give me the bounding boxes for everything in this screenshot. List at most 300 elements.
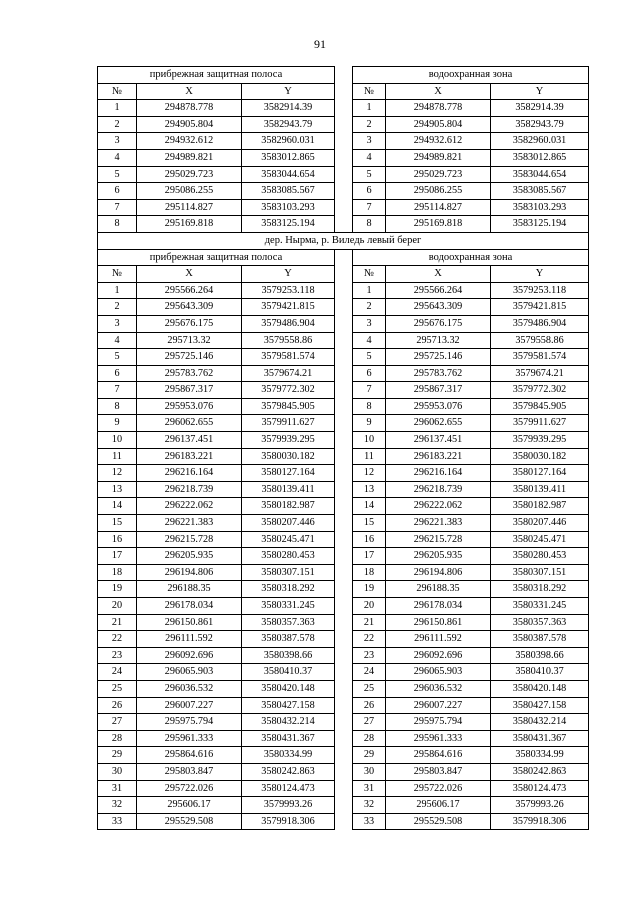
column-gap: [335, 216, 353, 233]
point-number: 4: [353, 149, 386, 166]
y-coordinate: 3580334.99: [491, 747, 589, 764]
point-number: 7: [98, 199, 137, 216]
column-gap: [335, 664, 353, 681]
zone-title-coastal-strip: прибрежная защитная полоса: [98, 67, 335, 84]
y-coordinate: 3580307.151: [242, 564, 335, 581]
x-coordinate: 295953.076: [137, 398, 242, 415]
x-coordinate: 295676.175: [137, 315, 242, 332]
y-coordinate: 3580387.578: [491, 631, 589, 648]
point-number: 8: [98, 398, 137, 415]
point-number: 26: [98, 697, 137, 714]
x-coordinate: 295086.255: [386, 183, 491, 200]
point-number: 2: [98, 116, 137, 133]
x-coordinate: 296222.062: [137, 498, 242, 515]
column-header-x: X: [137, 266, 242, 283]
x-coordinate: 296183.221: [137, 448, 242, 465]
column-gap: [335, 515, 353, 532]
point-number: 27: [353, 714, 386, 731]
y-coordinate: 3579911.627: [242, 415, 335, 432]
x-coordinate: 296007.227: [386, 697, 491, 714]
x-coordinate: 295643.309: [137, 299, 242, 316]
table-row: [98, 133, 589, 150]
table-row: [98, 299, 589, 316]
y-coordinate: 3580207.446: [491, 515, 589, 532]
table-row: [98, 315, 589, 332]
y-coordinate: 3580398.66: [242, 647, 335, 664]
y-coordinate: 3580207.446: [242, 515, 335, 532]
column-gap: [335, 481, 353, 498]
column-header-y: Y: [491, 83, 589, 100]
x-coordinate: 295803.847: [137, 763, 242, 780]
x-coordinate: 295953.076: [386, 398, 491, 415]
y-coordinate: 3580242.863: [242, 763, 335, 780]
point-number: 24: [98, 664, 137, 681]
x-coordinate: 295867.317: [137, 382, 242, 399]
x-coordinate: 296222.062: [386, 498, 491, 515]
column-gap: [335, 614, 353, 631]
x-coordinate: 296216.164: [137, 465, 242, 482]
y-coordinate: 3580307.151: [491, 564, 589, 581]
point-number: 4: [353, 332, 386, 349]
point-number: 21: [353, 614, 386, 631]
column-header-y: Y: [242, 83, 335, 100]
x-coordinate: 296062.655: [386, 415, 491, 432]
column-gap: [335, 266, 353, 283]
point-number: 23: [98, 647, 137, 664]
table-row: [98, 332, 589, 349]
x-coordinate: 295529.508: [137, 813, 242, 830]
point-number: 2: [98, 299, 137, 316]
x-coordinate: 296188.35: [386, 581, 491, 598]
column-gap: [335, 531, 353, 548]
column-gap: [335, 680, 353, 697]
point-number: 3: [353, 133, 386, 150]
x-coordinate: 296178.034: [386, 598, 491, 615]
y-coordinate: 3582914.39: [491, 100, 589, 117]
table-row: [98, 797, 589, 814]
y-coordinate: 3579253.118: [491, 282, 589, 299]
table-row: [98, 714, 589, 731]
column-header-num: №: [353, 83, 386, 100]
y-coordinate: 3580245.471: [491, 531, 589, 548]
point-number: 18: [353, 564, 386, 581]
y-coordinate: 3579581.574: [491, 349, 589, 366]
x-coordinate: 296178.034: [137, 598, 242, 615]
y-coordinate: 3580182.987: [242, 498, 335, 515]
point-number: 2: [353, 299, 386, 316]
y-coordinate: 3579993.26: [242, 797, 335, 814]
column-gap: [335, 581, 353, 598]
x-coordinate: 294989.821: [386, 149, 491, 166]
point-number: 3: [98, 315, 137, 332]
y-coordinate: 3579486.904: [242, 315, 335, 332]
y-coordinate: 3580331.245: [491, 598, 589, 615]
column-header-row: [98, 266, 589, 283]
y-coordinate: 3580139.411: [491, 481, 589, 498]
point-number: 15: [98, 515, 137, 532]
point-number: 6: [353, 365, 386, 382]
x-coordinate: 296065.903: [137, 664, 242, 681]
column-gap: [335, 116, 353, 133]
x-coordinate: 295783.762: [137, 365, 242, 382]
point-number: 10: [353, 432, 386, 449]
column-header-y: Y: [491, 266, 589, 283]
table-row: [98, 614, 589, 631]
column-gap: [335, 448, 353, 465]
table-row: [98, 680, 589, 697]
column-header-row: [98, 83, 589, 100]
point-number: 9: [353, 415, 386, 432]
x-coordinate: 294989.821: [137, 149, 242, 166]
column-gap: [335, 282, 353, 299]
point-number: 15: [353, 515, 386, 532]
x-coordinate: 295606.17: [137, 797, 242, 814]
y-coordinate: 3579421.815: [491, 299, 589, 316]
x-coordinate: 295867.317: [386, 382, 491, 399]
point-number: 8: [98, 216, 137, 233]
point-number: 12: [98, 465, 137, 482]
column-gap: [335, 647, 353, 664]
table-row: [98, 365, 589, 382]
point-number: 28: [353, 730, 386, 747]
point-number: 20: [98, 598, 137, 615]
y-coordinate: 3582914.39: [242, 100, 335, 117]
table-row: [98, 481, 589, 498]
y-coordinate: 3579993.26: [491, 797, 589, 814]
x-coordinate: 296218.739: [137, 481, 242, 498]
x-coordinate: 295975.794: [386, 714, 491, 731]
x-coordinate: 295783.762: [386, 365, 491, 382]
point-number: 1: [98, 100, 137, 117]
point-number: 33: [353, 813, 386, 830]
table-row: [98, 432, 589, 449]
point-number: 17: [353, 548, 386, 565]
point-number: 23: [353, 647, 386, 664]
table-row: [98, 730, 589, 747]
y-coordinate: 3579486.904: [491, 315, 589, 332]
point-number: 6: [98, 365, 137, 382]
x-coordinate: 296092.696: [137, 647, 242, 664]
y-coordinate: 3579421.815: [242, 299, 335, 316]
y-coordinate: 3579939.295: [242, 432, 335, 449]
point-number: 7: [98, 382, 137, 399]
y-coordinate: 3580280.453: [491, 548, 589, 565]
x-coordinate: 296188.35: [137, 581, 242, 598]
y-coordinate: 3580124.473: [242, 780, 335, 797]
table-row: [98, 415, 589, 432]
x-coordinate: 295169.818: [137, 216, 242, 233]
y-coordinate: 3582943.79: [491, 116, 589, 133]
table-row: [98, 531, 589, 548]
column-gap: [335, 548, 353, 565]
x-coordinate: 296036.532: [137, 680, 242, 697]
table-row: [98, 813, 589, 830]
y-coordinate: 3579918.306: [242, 813, 335, 830]
point-number: 31: [353, 780, 386, 797]
x-coordinate: 296111.592: [386, 631, 491, 648]
point-number: 22: [98, 631, 137, 648]
point-number: 7: [353, 382, 386, 399]
table-row: [98, 100, 589, 117]
y-coordinate: 3583085.567: [491, 183, 589, 200]
y-coordinate: 3583085.567: [242, 183, 335, 200]
point-number: 1: [353, 100, 386, 117]
point-number: 19: [98, 581, 137, 598]
column-gap: [335, 432, 353, 449]
point-number: 29: [98, 747, 137, 764]
column-gap: [335, 813, 353, 830]
zone-title-coastal-strip: прибрежная защитная полоса: [98, 249, 335, 266]
point-number: 14: [98, 498, 137, 515]
y-coordinate: 3580139.411: [242, 481, 335, 498]
y-coordinate: 3579674.21: [242, 365, 335, 382]
y-coordinate: 3580427.158: [491, 697, 589, 714]
y-coordinate: 3583012.865: [491, 149, 589, 166]
y-coordinate: 3582960.031: [491, 133, 589, 150]
table-row: [98, 199, 589, 216]
table-row: [98, 498, 589, 515]
y-coordinate: 3580030.182: [242, 448, 335, 465]
column-gap: [335, 249, 353, 266]
point-number: 21: [98, 614, 137, 631]
point-number: 13: [98, 481, 137, 498]
x-coordinate: 296007.227: [137, 697, 242, 714]
y-coordinate: 3580431.367: [242, 730, 335, 747]
y-coordinate: 3579939.295: [491, 432, 589, 449]
x-coordinate: 295676.175: [386, 315, 491, 332]
y-coordinate: 3579772.302: [491, 382, 589, 399]
x-coordinate: 295961.333: [137, 730, 242, 747]
x-coordinate: 295722.026: [137, 780, 242, 797]
x-coordinate: 294932.612: [137, 133, 242, 150]
x-coordinate: 295864.616: [137, 747, 242, 764]
column-gap: [335, 465, 353, 482]
table-row: [98, 581, 589, 598]
x-coordinate: 295114.827: [137, 199, 242, 216]
point-number: 32: [98, 797, 137, 814]
point-number: 5: [353, 166, 386, 183]
x-coordinate: 296205.935: [137, 548, 242, 565]
x-coordinate: 295722.026: [386, 780, 491, 797]
x-coordinate: 294878.778: [386, 100, 491, 117]
x-coordinate: 295713.32: [137, 332, 242, 349]
x-coordinate: 296221.383: [137, 515, 242, 532]
point-number: 17: [98, 548, 137, 565]
y-coordinate: 3580410.37: [242, 664, 335, 681]
point-number: 2: [353, 116, 386, 133]
column-gap: [335, 415, 353, 432]
y-coordinate: 3580427.158: [242, 697, 335, 714]
y-coordinate: 3579845.905: [242, 398, 335, 415]
point-number: 4: [98, 332, 137, 349]
y-coordinate: 3579845.905: [491, 398, 589, 415]
table-row: [98, 465, 589, 482]
y-coordinate: 3580334.99: [242, 747, 335, 764]
point-number: 30: [353, 763, 386, 780]
coordinates-table-body: [98, 67, 589, 830]
point-number: 29: [353, 747, 386, 764]
coordinates-table: [97, 66, 589, 830]
x-coordinate: 295029.723: [137, 166, 242, 183]
y-coordinate: 3579918.306: [491, 813, 589, 830]
point-number: 28: [98, 730, 137, 747]
table-row: [98, 664, 589, 681]
x-coordinate: 296194.806: [137, 564, 242, 581]
point-number: 3: [353, 315, 386, 332]
point-number: 1: [353, 282, 386, 299]
y-coordinate: 3582943.79: [242, 116, 335, 133]
column-gap: [335, 763, 353, 780]
x-coordinate: 296218.739: [386, 481, 491, 498]
column-gap: [335, 349, 353, 366]
x-coordinate: 295725.146: [386, 349, 491, 366]
y-coordinate: 3579558.86: [242, 332, 335, 349]
point-number: 14: [353, 498, 386, 515]
column-gap: [335, 747, 353, 764]
table-row: [98, 598, 589, 615]
page-number: 91: [314, 37, 326, 51]
y-coordinate: 3583012.865: [242, 149, 335, 166]
x-coordinate: 295643.309: [386, 299, 491, 316]
y-coordinate: 3583125.194: [242, 216, 335, 233]
x-coordinate: 295086.255: [137, 183, 242, 200]
zone-title-water-protection: водоохранная зона: [353, 67, 589, 84]
y-coordinate: 3580182.987: [491, 498, 589, 515]
y-coordinate: 3579772.302: [242, 382, 335, 399]
y-coordinate: 3580420.148: [242, 680, 335, 697]
y-coordinate: 3583103.293: [242, 199, 335, 216]
table-row: [98, 763, 589, 780]
y-coordinate: 3579558.86: [491, 332, 589, 349]
y-coordinate: 3583103.293: [491, 199, 589, 216]
column-gap: [335, 382, 353, 399]
table-row: [98, 398, 589, 415]
table-row: [98, 747, 589, 764]
point-number: 10: [98, 432, 137, 449]
y-coordinate: 3580410.37: [491, 664, 589, 681]
column-gap: [335, 714, 353, 731]
column-gap: [335, 199, 353, 216]
column-gap: [335, 166, 353, 183]
x-coordinate: 295566.264: [137, 282, 242, 299]
zone-header-row: [98, 249, 589, 266]
zone-header-row: [98, 67, 589, 84]
x-coordinate: 295713.32: [386, 332, 491, 349]
y-coordinate: 3580124.473: [491, 780, 589, 797]
point-number: 6: [98, 183, 137, 200]
point-number: 16: [98, 531, 137, 548]
y-coordinate: 3580357.363: [491, 614, 589, 631]
x-coordinate: 295725.146: [137, 349, 242, 366]
table-row: [98, 149, 589, 166]
column-header-x: X: [386, 266, 491, 283]
column-gap: [335, 67, 353, 84]
y-coordinate: 3580280.453: [242, 548, 335, 565]
table-row: [98, 564, 589, 581]
point-number: 31: [98, 780, 137, 797]
x-coordinate: 295529.508: [386, 813, 491, 830]
x-coordinate: 295114.827: [386, 199, 491, 216]
column-header-num: №: [98, 266, 137, 283]
y-coordinate: 3580398.66: [491, 647, 589, 664]
y-coordinate: 3580432.214: [491, 714, 589, 731]
point-number: 13: [353, 481, 386, 498]
x-coordinate: 295566.264: [386, 282, 491, 299]
y-coordinate: 3580245.471: [242, 531, 335, 548]
x-coordinate: 296215.728: [137, 531, 242, 548]
x-coordinate: 296183.221: [386, 448, 491, 465]
table-row: [98, 697, 589, 714]
table-row: [98, 647, 589, 664]
column-header-y: Y: [242, 266, 335, 283]
table-row: [98, 282, 589, 299]
y-coordinate: 3580127.164: [242, 465, 335, 482]
y-coordinate: 3583125.194: [491, 216, 589, 233]
point-number: 7: [353, 199, 386, 216]
point-number: 27: [98, 714, 137, 731]
point-number: 26: [353, 697, 386, 714]
y-coordinate: 3579674.21: [491, 365, 589, 382]
y-coordinate: 3583044.654: [491, 166, 589, 183]
y-coordinate: 3580432.214: [242, 714, 335, 731]
point-number: 9: [98, 415, 137, 432]
x-coordinate: 296137.451: [386, 432, 491, 449]
table-row: [98, 515, 589, 532]
point-number: 19: [353, 581, 386, 598]
column-header-num: №: [98, 83, 137, 100]
table-row: [98, 780, 589, 797]
y-coordinate: 3583044.654: [242, 166, 335, 183]
y-coordinate: 3579911.627: [491, 415, 589, 432]
column-gap: [335, 697, 353, 714]
x-coordinate: 296065.903: [386, 664, 491, 681]
column-gap: [335, 730, 353, 747]
table-row: [98, 382, 589, 399]
column-gap: [335, 332, 353, 349]
y-coordinate: 3580431.367: [491, 730, 589, 747]
point-number: 30: [98, 763, 137, 780]
point-number: 16: [353, 531, 386, 548]
y-coordinate: 3580318.292: [242, 581, 335, 598]
point-number: 3: [98, 133, 137, 150]
point-number: 25: [98, 680, 137, 697]
point-number: 22: [353, 631, 386, 648]
column-gap: [335, 100, 353, 117]
point-number: 12: [353, 465, 386, 482]
x-coordinate: 294878.778: [137, 100, 242, 117]
column-header-x: X: [386, 83, 491, 100]
column-gap: [335, 398, 353, 415]
point-number: 18: [98, 564, 137, 581]
point-number: 8: [353, 216, 386, 233]
y-coordinate: 3580318.292: [491, 581, 589, 598]
x-coordinate: 296111.592: [137, 631, 242, 648]
y-coordinate: 3579253.118: [242, 282, 335, 299]
point-number: 11: [353, 448, 386, 465]
y-coordinate: 3580030.182: [491, 448, 589, 465]
column-gap: [335, 598, 353, 615]
y-coordinate: 3580387.578: [242, 631, 335, 648]
section-title: дер. Нырма, р. Виледь левый берег: [98, 232, 589, 249]
table-row: [98, 116, 589, 133]
y-coordinate: 3579581.574: [242, 349, 335, 366]
point-number: 20: [353, 598, 386, 615]
table-row: [98, 448, 589, 465]
column-gap: [335, 365, 353, 382]
x-coordinate: 296150.861: [386, 614, 491, 631]
point-number: 6: [353, 183, 386, 200]
point-number: 32: [353, 797, 386, 814]
